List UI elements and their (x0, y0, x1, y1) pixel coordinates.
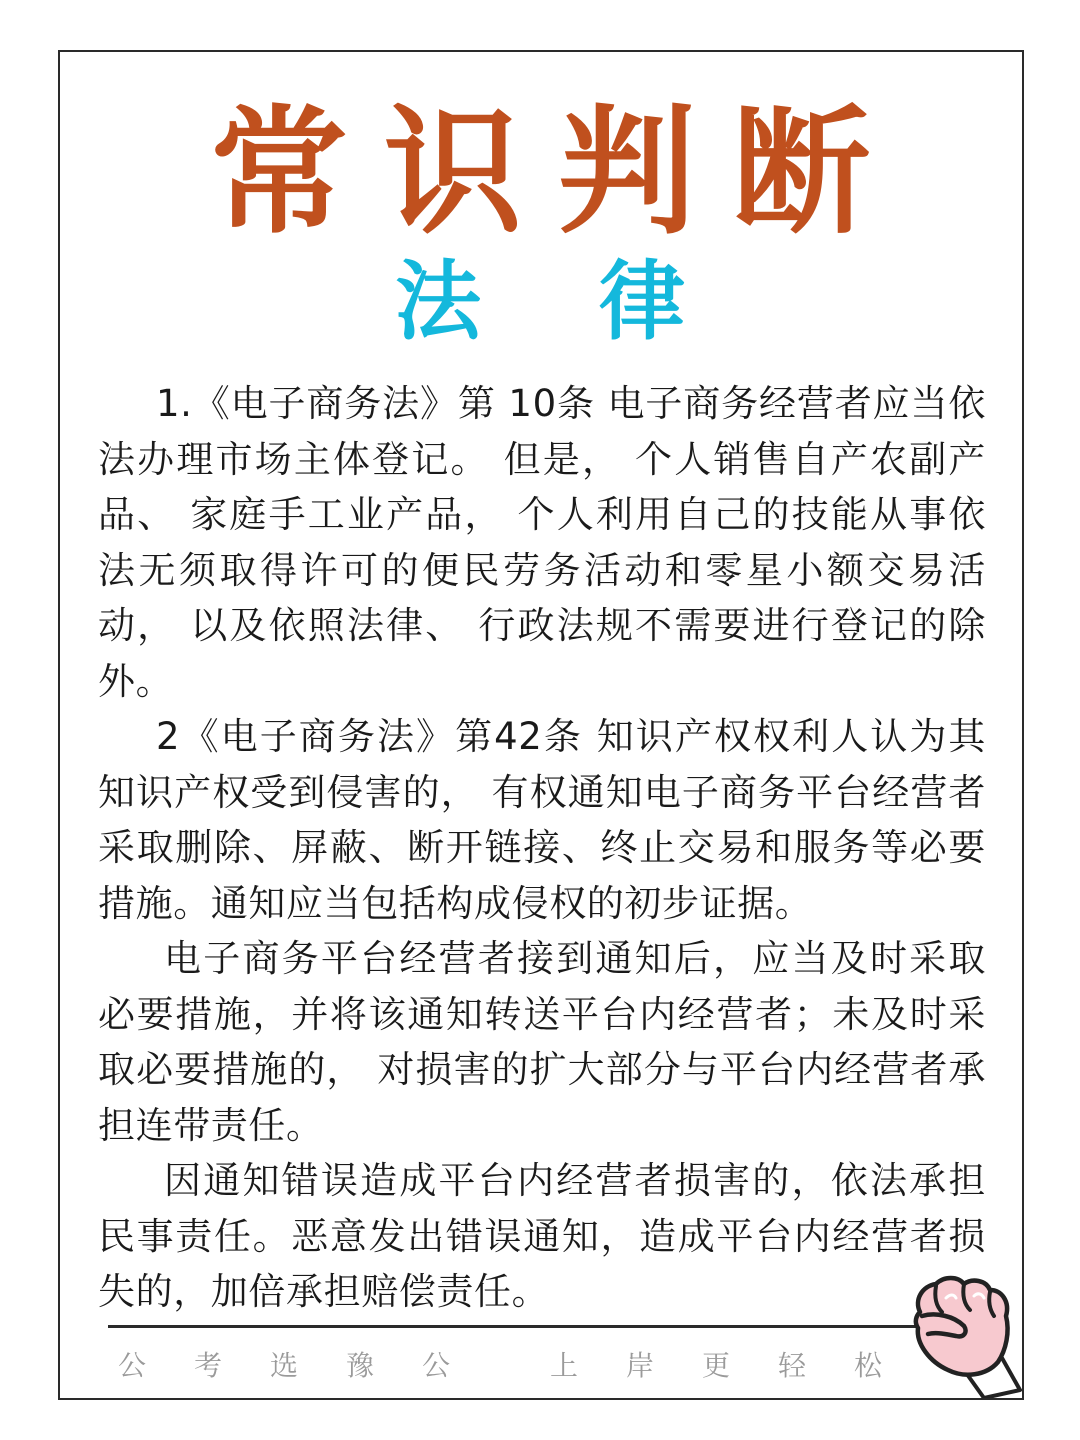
fist-icon (906, 1272, 1022, 1398)
page-subtitle: 法律 (395, 252, 803, 352)
paragraph-article-42: 2《电子商务法》第42条 知识产权权利人认为其知识产权受到侵害的， 有权通知电子商务平台经营者采取删除、屏蔽、断开链接、终止交易和服务等必要措施。通知应当包括构成侵权的初步证据。 (98, 715, 986, 925)
footer-slogan-right: 上岸更轻松 (550, 1349, 931, 1382)
paragraph-platform-obligation: 电子商务平台经营者接到通知后，应当及时采取必要措施，并将该通知转送平台内经营者；未及时采取必要措施的， 对损害的扩大部分与平台内经营者承担连带责任。 (98, 937, 986, 1147)
article-body (98, 376, 986, 1320)
footer-divider (108, 1325, 920, 1328)
paragraph-article-10: 1.《电子商务法》第 10条 电子商务经营者应当依法办理市场主体登记。 但是， 个人销售自产农副产品、 家庭手工业产品， 个人利用自己的技能从事依法无须取得许可的便民劳务活动和零星小额交易活动， 以及依照法律、 行政法规不需要进行登记的除外。 (98, 382, 986, 703)
page-title: 常识判断 (209, 92, 906, 253)
paragraph-wrong-notice-liability: 因通知错误造成平台内经营者损害的，依法承担民事责任。恶意发出错误通知，造成平台内经营者损失的，加倍承担赔偿责任。 (98, 1159, 986, 1313)
footer-slogan-left: 公考选豫公 (118, 1349, 499, 1382)
